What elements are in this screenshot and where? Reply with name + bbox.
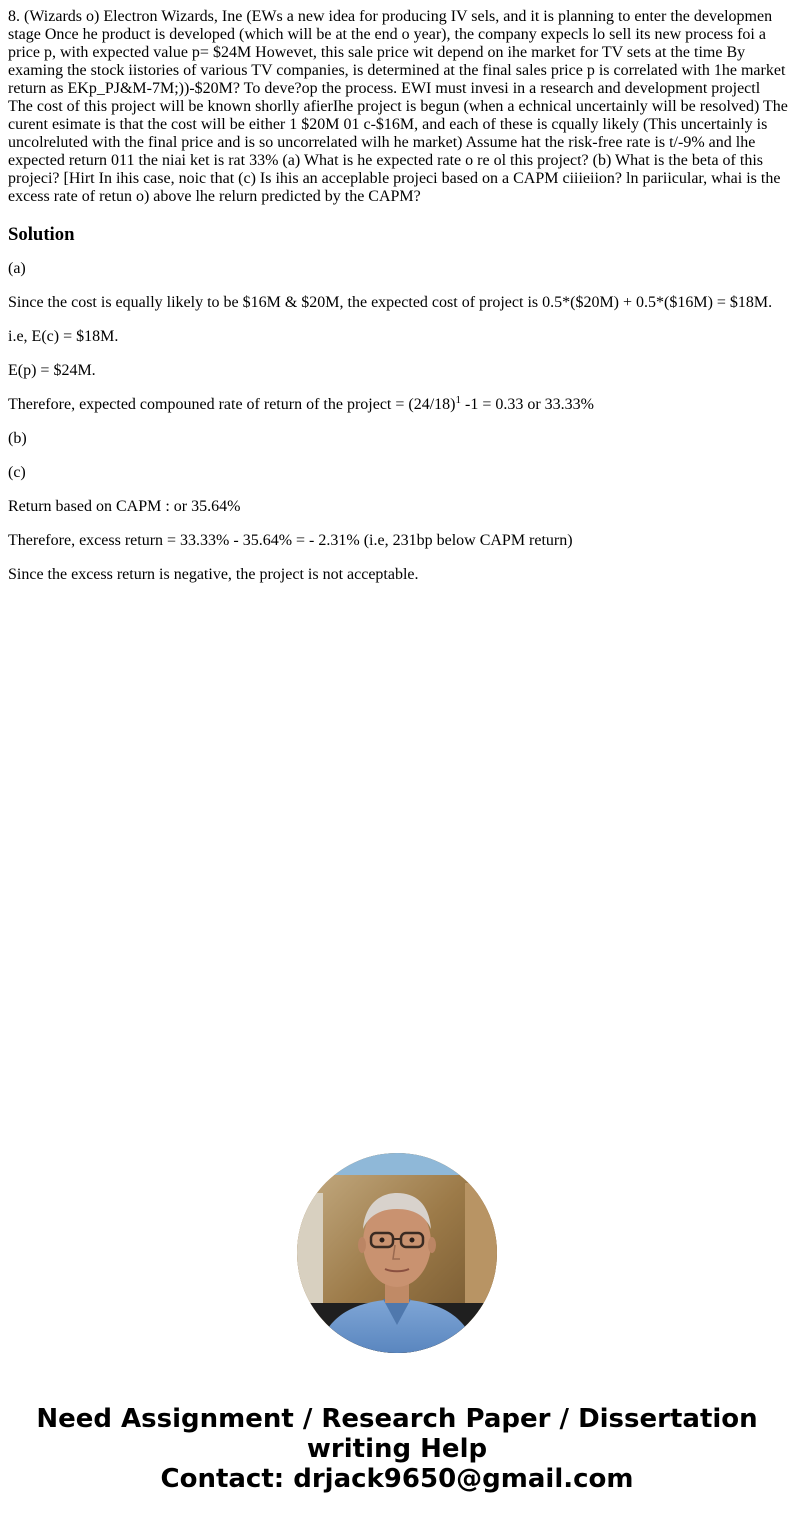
rate-suffix: -1 = 0.33 or 33.33% bbox=[461, 396, 595, 413]
tutor-avatar bbox=[297, 1153, 497, 1353]
expected-rate-line bbox=[8, 396, 788, 414]
tutor-portrait-image bbox=[297, 1153, 497, 1353]
part-a-label: (a) bbox=[8, 260, 26, 277]
promo-footer bbox=[0, 1404, 794, 1494]
promo-line-2: writing Help bbox=[306, 1434, 488, 1464]
solution-body bbox=[8, 260, 788, 584]
promo-contact-line: Contact: drjack9650@gmail.com bbox=[160, 1464, 634, 1494]
expected-price-value: E(p) = $24M. bbox=[8, 362, 96, 379]
part-c-label: (c) bbox=[8, 464, 26, 481]
promo-line-1: Need Assignment / Research Paper / Dissertation bbox=[36, 1404, 758, 1434]
expected-cost-line: Since the cost is equally likely to be $16M & $20M, the expected cost of project is 0.5*($20M) + 0.5*($16M) = $18M. bbox=[8, 294, 773, 311]
document-body bbox=[8, 8, 788, 600]
expected-cost-value: i.e, E(c) = $18M. bbox=[8, 328, 119, 345]
rate-prefix: Therefore, expected compouned rate of return of the project = (24/18) bbox=[8, 396, 456, 413]
conclusion-line: Since the excess return is negative, the project is not acceptable. bbox=[8, 566, 419, 583]
capm-return-line: Return based on CAPM : or 35.64% bbox=[8, 498, 241, 515]
part-b-label: (b) bbox=[8, 430, 27, 447]
question-text: 8. (Wizards o) Electron Wizards, Ine (EWs a new idea for producing IV sels, and it is planning to enter the developmen stage Once he product is developed (which will be at the end o year), the company expecls lo sell its new process foi a price p, with expected value p= $24M Howevet, this sale price wit depend on ihe market for TV sets at the time By examing the stock iistories of various TV companies, is determined at the final sales price p is correlated with 1he market return as EKp_PJ&M-7M;))-$20M? To deve?op the process. EWI must invesi in a research and development projectl The cost of this project will be known shorlly afierIhe project is begun (when a echnical uncertainly will be resolved) The curent esimate is that the cost will be either 1 $20M 01 c-$16M, and each of these is cqually likely (This uncertainly is uncolreluted with the final price and is so uncorrelated wilh he market) Assume hat the risk-free rate is t/-9% and lhe expected return 011 the niai ket is rat 33% (a) What is he expected rate o re ol this project? (b) What is the beta of this projeci? [Hirt In ihis case, noic that (c) Is ihis an acceplable projeci based on a CAPM ciiieiion? ln pariicular, whai is the excess rate of retun o) above lhe relurn predicted by the CAPM? bbox=[8, 8, 788, 205]
excess-return-line: Therefore, excess return = 33.33% - 35.64% = - 2.31% (i.e, 231bp below CAPM return) bbox=[8, 532, 573, 549]
solution-heading: Solution bbox=[8, 224, 75, 245]
rate-exponent: 1 bbox=[455, 394, 461, 406]
